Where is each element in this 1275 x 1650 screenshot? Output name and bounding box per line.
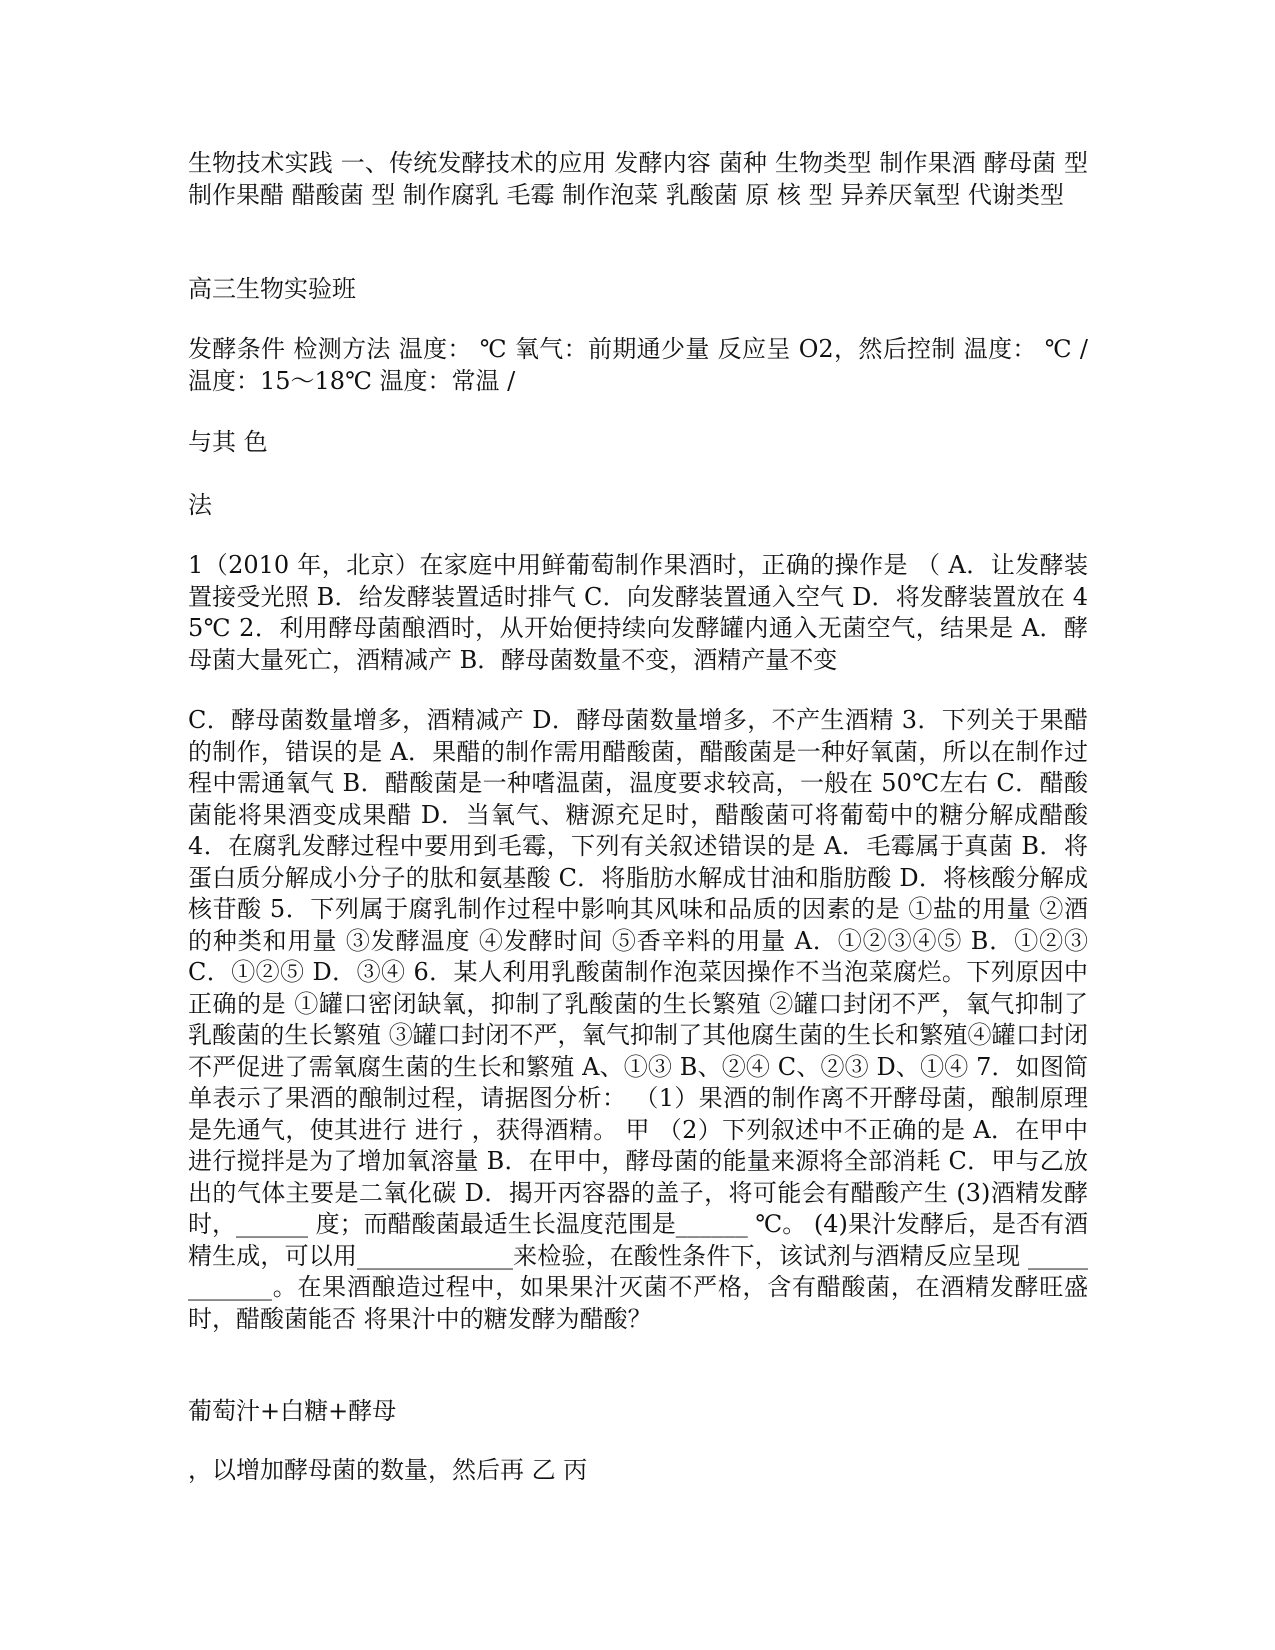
tail-line: ，以增加酵母菌的数量，然后再 乙 丙	[188, 1456, 588, 1484]
questions-paragraph-1: 1（2010 年，北京）在家庭中用鲜葡萄制作果酒时，正确的操作是 （ A．让发酵装置接受光照 B．给发酵装置适时排气 C．向发酵装置通入空气 D．将发酵装置放在 45℃ 2．利用酵母菌酿酒时，从开始便持续向发酵罐内通入无菌空气，结果是 A．酵母菌大量死亡，酒精减产 B．酵母菌数量不变，酒精产量不变	[188, 551, 1088, 674]
class-title: 高三生物实验班	[188, 275, 356, 303]
grape-juice-line: 葡萄汁+白糖+酵母	[188, 1397, 397, 1425]
fragment-line-1: 与其 色	[188, 428, 268, 456]
fragment-line-2: 法	[188, 491, 212, 519]
conditions-paragraph: 发酵条件 检测方法 温度： ℃ 氧气：前期通少量 反应呈 O2，然后控制 温度： ℃ / 温度：15～18℃ 温度：常温 /	[188, 335, 1088, 395]
intro-paragraph: 生物技术实践 一、传统发酵技术的应用 发酵内容 菌种 生物类型 制作果酒 酵母菌 型 制作果醋 醋酸菌 型 制作腐乳 毛霉 制作泡菜 乳酸菌 原 核 型 异养厌氧型 代谢类型	[188, 149, 1088, 209]
questions-paragraph-2: C．酵母菌数量增多，酒精减产 D．酵母菌数量增多，不产生酒精 3．下列关于果醋的制作，错误的是 A．果醋的制作需用醋酸菌，醋酸菌是一种好氧菌，所以在制作过程中需通氧气 B．醋酸菌是一种嗜温菌，温度要求较高，一般在 50℃左右 C．醋酸菌能将果酒变成果醋 D．当氧气、糖源充足时，醋酸菌可将葡萄中的糖分解成醋酸 4．在腐乳发酵过程中要用到毛霉，下列有关叙述错误的是 A．毛霉属于真菌 B．将蛋白质分解成小分子的肽和氨基酸 C．将脂肪水解成甘油和脂肪酸 D．将核酸分解成核苷酸 5．下列属于腐乳制作过程中影响其风味和品质的因素的是 ①盐的用量 ②酒的种类和用量 ③发酵温度 ④发酵时间 ⑤香辛料的用量 A．①②③④⑤ B．①②③ C．①②⑤ D．③④ 6．某人利用乳酸菌制作泡菜因操作不当泡菜腐烂。下列原因中正确的是 ①罐口密闭缺氧，抑制了乳酸菌的生长繁殖 ②罐口封闭不严，氧气抑制了乳酸菌的生长繁殖 ③罐口封闭不严，氧气抑制了其他腐生菌的生长和繁殖④罐口封闭不严促进了需氧腐生菌的生长和繁殖 A、①③ B、②④ C、②③ D、①④ 7．如图简单表示了果酒的酿制过程，请据图分析： （1）果酒的制作离不开酵母菌，酿制原理是先通气，使其进行 进行 ，获得酒精。 甲 （2）下列叙述中不正确的是 A．在甲中进行搅拌是为了增加氧溶量 B．在甲中，酵母菌的能量来源将全部消耗 C．甲与乙放出的气体主要是二氧化碳 D．揭开丙容器的盖子，将可能会有醋酸产生 (3)酒精发酵时，______ 度；而醋酸菌最适生长温度范围是______ ℃。 (4)果汁发酵后，是否有酒精生成，可以用_____________来检验，在酸性条件下，该试剂与酒精反应呈现 ____________。在果酒酿造过程中，如果果汁灭菌不严格，含有醋酸菌，在酒精发酵旺盛时，醋酸菌能否 将果汁中的糖发酵为醋酸？	[188, 706, 1088, 1333]
